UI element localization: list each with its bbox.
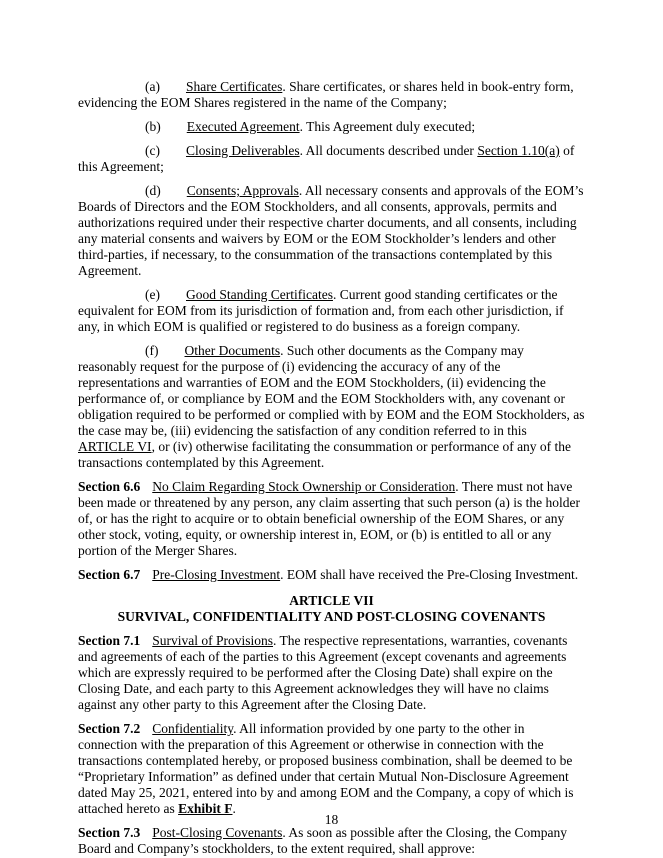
text-run: (e) xyxy=(145,287,160,302)
text-run: (d) xyxy=(145,183,161,198)
section-7-1 xyxy=(78,633,585,713)
text-run: Exhibit F xyxy=(178,801,233,816)
clause-a-share-certificates xyxy=(78,79,585,111)
clause-f-other-documents xyxy=(78,343,585,471)
text-run: Section 6.7 xyxy=(78,567,141,582)
text-run: . Current good standing certificates or the equivalent for EOM from its jurisdiction of formation and, from each other jurisdiction, if any, in which EOM is qualified or registered to do business as a foreign company. xyxy=(78,287,564,334)
text-run: Confidentiality xyxy=(152,721,234,736)
text-run: No Claim Regarding Stock Ownership or Consideration xyxy=(152,479,456,494)
section-6-7 xyxy=(78,567,585,583)
text-run: (b) xyxy=(145,119,161,134)
text-run: SURVIVAL, CONFIDENTIALITY AND POST-CLOSING COVENANTS xyxy=(117,609,546,624)
text-run: ARTICLE VII xyxy=(289,593,374,608)
text-run: . This Agreement duly executed; xyxy=(299,119,476,134)
text-run: Survival of Provisions xyxy=(152,633,274,648)
clause-c-closing-deliverables xyxy=(78,143,585,175)
clause-d-consents-approvals xyxy=(78,183,585,279)
text-run: Consents; Approvals xyxy=(186,183,299,198)
text-run: (f) xyxy=(145,343,159,358)
clause-e-good-standing-certificates xyxy=(78,287,585,335)
text-run: . All information provided by one party to the other in connection with the preparation of this Agreement or otherwise in connection with the transactions contemplated hereby, or proposed business combination, shall be deemed to be “Proprietary Information” as defined under that certain Mutual Non-Disclosure Agreement dated May 25, 2021, entered into by and among EOM and the Company, a copy of which is attached hereto as xyxy=(78,721,574,816)
text-run: (a) xyxy=(145,79,160,94)
text-run: . As soon as possible after the Closing, the Company Board and Company’s stockholders, to the extent required, shall approve: xyxy=(78,825,567,856)
text-run: . Share certificates, or shares held in book-entry form, evidencing the EOM Shares registered in the name of the Company; xyxy=(78,79,574,110)
text-run: Share Certificates xyxy=(185,79,283,94)
text-run: Executed Agreement xyxy=(186,119,300,134)
text-run: . EOM shall have received the Pre-Closing Investment. xyxy=(280,567,579,582)
text-run: Other Documents xyxy=(184,343,281,358)
text-run: . xyxy=(232,801,236,816)
article-vii-heading xyxy=(78,593,585,625)
text-run: . Such other documents as the Company may reasonably request for the purpose of (i) evidencing the accuracy of any of the representations and warranties of EOM and the EOM Stockholders, (ii) evidencing the performance of, or compliance by EOM and the EOM Stockholders with, any covenant or obligation required to be performed or complied with by EOM and the EOM Stockholders, as the case may be, (iii) evidencing the satisfaction of any condition referred to in this xyxy=(78,343,585,438)
text-run: of this Agreement; xyxy=(78,143,575,174)
text-run: Closing Deliverables xyxy=(185,143,300,158)
section-6-6 xyxy=(78,479,585,559)
text-run: Pre-Closing Investment xyxy=(152,567,281,582)
text-run: . The respective representations, warranties, covenants and agreements of each of the parties to this Agreement (except covenants and agreements which are expressly required to be performed after the Closing Date) shall expire on the Closing Date, and each party to this Agreement acknowledges they will have no claims against any other party to this Agreement after the Closing Date. xyxy=(78,633,568,712)
clause-b-executed-agreement xyxy=(78,119,585,135)
section-7-3 xyxy=(78,825,585,857)
text-run: Section 1.10(a) xyxy=(477,143,560,158)
document-body xyxy=(78,79,585,858)
text-run: Section 7.3 xyxy=(78,825,141,840)
text-run: . All documents described under xyxy=(299,143,478,158)
text-run: Section 7.2 xyxy=(78,721,141,736)
section-7-2 xyxy=(78,721,585,817)
text-run: , or (iv) otherwise facilitating the consummation or performance of any of the transactions contemplated by this Agreement. xyxy=(78,439,572,470)
text-run: Good Standing Certificates xyxy=(185,287,333,302)
text-run: . All necessary consents and approvals of the EOM’s Boards of Directors and the EOM Stockholders, and all consents, approvals, permits and authorizations required under their respective charter documents, and all consents, including any material consents and waivers by EOM or the EOM Stockholder’s lenders and other third-parties, if necessary, to the consummation of the transactions contemplated by this Agreement. xyxy=(78,183,584,278)
text-run: ARTICLE VI xyxy=(78,439,152,454)
text-run: . There must not have been made or threatened by any person, any claim asserting that such person (a) is the holder of, or has the right to acquire or to obtain beneficial ownership of the EOM Shares, or any other stock, voting, equity, or ownership interest in, EOM, or (b) is entitled to all or any portion of the Merger Shares. xyxy=(78,479,580,558)
page-number: 18 xyxy=(324,812,339,827)
text-run: Section 7.1 xyxy=(78,633,141,648)
text-run: Post-Closing Covenants xyxy=(152,825,283,840)
text-run: Section 6.6 xyxy=(78,479,141,494)
text-run: (c) xyxy=(145,143,160,158)
